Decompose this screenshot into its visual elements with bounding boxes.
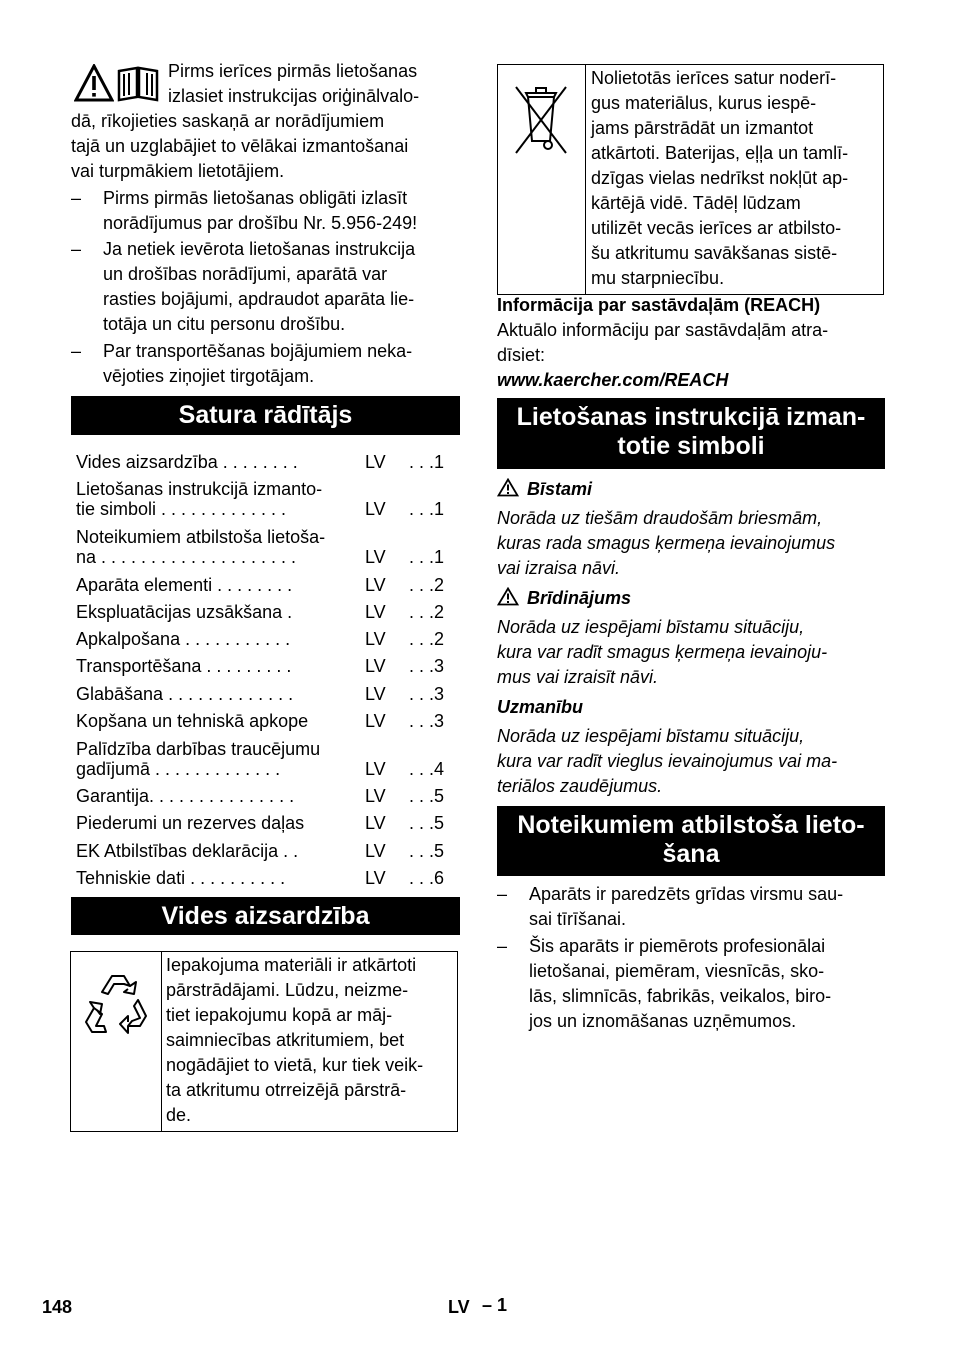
toc-entry-label: Vides aizsardzība . . . . . . . . xyxy=(76,452,298,472)
toc-entry-lang: LV xyxy=(365,868,386,888)
packaging-text-line: nogādājiet to vietā, kur tiek veik- xyxy=(166,1055,424,1075)
intro-text-line: vai turpmākiem lietotājiem. xyxy=(71,161,285,181)
toc-entry-lang: LV xyxy=(365,759,386,779)
page-number: 148 xyxy=(42,1297,73,1317)
warning-title-row xyxy=(497,586,631,611)
intended-use-heading-line: šana xyxy=(662,840,720,868)
packaging-text-line: ta atkritumu otrreizējā pārstrā- xyxy=(166,1080,407,1100)
toc-entry-page: . . .1 xyxy=(409,452,445,472)
crossed-out-wheelie-bin-icon xyxy=(512,83,570,157)
toc-entry-lang: LV xyxy=(365,711,386,731)
list-item-line: Pirms pirmās lietošanas obligāti izlasīt xyxy=(103,188,408,208)
list-dash: – xyxy=(497,936,508,956)
disposal-text-line: kārtējā vidē. Tādēļ lūdzam xyxy=(591,193,801,213)
disposal-text-line: Nolietotās ierīces satur noderī- xyxy=(591,68,837,88)
intended-use-heading xyxy=(497,806,885,876)
toc-entry-label: Garantija. . . . . . . . . . . . . . . xyxy=(76,786,295,806)
list-item-line: norādījumus par drošību Nr. 5.956-249! xyxy=(103,213,418,233)
danger-title: Bīstami xyxy=(527,479,593,499)
list-item-line: Ja netiek ievērota lietošanas instrukcija xyxy=(103,239,416,259)
read-manual-book-icon xyxy=(116,66,160,102)
intro-text-line: izlasiet instrukcijas oriģinālvalo- xyxy=(168,86,420,106)
toc-entry-lang: LV xyxy=(365,602,386,622)
disposal-text-line: dzīgas vielas nedrīkst nokļūt ap- xyxy=(591,168,849,188)
toc-entry-lang: LV xyxy=(365,575,386,595)
warning-triangle-icon xyxy=(74,64,114,102)
toc-entry-label: Noteikumiem atbilstoša lietoša- xyxy=(76,527,326,547)
toc-entry-lang: LV xyxy=(365,786,386,806)
toc-entry-label: Lietošanas instrukcijā izmanto- xyxy=(76,479,323,499)
list-dash: – xyxy=(497,884,508,904)
symbols-heading-line: Lietošanas instrukcijā izman- xyxy=(516,403,866,431)
danger-warning-icon xyxy=(497,478,519,497)
toc-entry-label: na . . . . . . . . . . . . . . . . . . . . xyxy=(76,547,297,567)
list-item-line: vējoties ziņojiet tirgotājam. xyxy=(103,366,315,386)
toc-entry-page: . . .3 xyxy=(409,656,445,676)
toc-entry-page: . . .3 xyxy=(409,684,445,704)
toc-entry-lang: LV xyxy=(365,629,386,649)
list-dash: – xyxy=(71,188,82,208)
intro-text-line: Pirms ierīces pirmās lietošanas xyxy=(168,61,418,81)
list-item-line: rasties bojājumi, apdraudot aparāta lie- xyxy=(103,289,415,309)
list-item-line: lietošanai, piemēram, viesnīcās, sko- xyxy=(529,961,825,981)
reach-text-line: Aktuālo informāciju par sastāvdaļām atra- xyxy=(497,320,829,340)
packaging-text-line: saimniecības atkritumiem, bet xyxy=(166,1030,405,1050)
list-item-line: Par transportēšanas bojājumiem neka- xyxy=(103,341,413,361)
packaging-text-line: Iepakojuma materiāli ir atkārtoti xyxy=(166,955,417,975)
toc-entry-label: Glabāšana . . . . . . . . . . . . . xyxy=(76,684,294,704)
toc-entry-label: Apkalpošana . . . . . . . . . . . xyxy=(76,629,291,649)
toc-entry-label: Tehniskie dati . . . . . . . . . . xyxy=(76,868,286,888)
list-dash: – xyxy=(71,341,82,361)
danger-text-line: Norāda uz tiešām draudošām briesmām, xyxy=(497,508,823,528)
list-item-line: jos un iznomāšanas uzņēmumos. xyxy=(529,1011,797,1031)
list-item-line: totāja un citu personu drošību. xyxy=(103,314,346,334)
toc-entry-page: . . .2 xyxy=(409,629,445,649)
intro-text-line: tajā un uzglabājiet to vēlākai izmantošanai xyxy=(71,136,409,156)
toc-entry-lang: LV xyxy=(365,452,386,472)
danger-title-row xyxy=(497,477,592,502)
disposal-text-line: mu starpniecību. xyxy=(591,268,725,288)
list-item-line: lās, slimnīcās, fabrikās, veikalos, biro- xyxy=(529,986,832,1006)
toc-entry-lang: LV xyxy=(365,813,386,833)
reach-url-link[interactable]: www.kaercher.com/REACH xyxy=(497,370,729,390)
disposal-text-line: šu atkritumu savākšanas sistē- xyxy=(591,243,838,263)
list-dash: – xyxy=(71,239,82,259)
toc-entry-page: . . .3 xyxy=(409,711,445,731)
recycling-icon xyxy=(80,970,152,1046)
footer-section: LV xyxy=(448,1297,470,1317)
toc-entry-lang: LV xyxy=(365,684,386,704)
disposal-text-line: jams pārstrādāt un izmantot xyxy=(591,118,814,138)
footer-section-page: – 1 xyxy=(482,1295,508,1315)
toc-entry-lang: LV xyxy=(365,499,386,519)
caution-warning-icon xyxy=(497,587,519,606)
reach-text-line: dīsiet: xyxy=(497,345,546,365)
intended-use-heading-line: Noteikumiem atbilstoša lieto- xyxy=(517,811,865,839)
reach-title: Informācija par sastāvdaļām (REACH) xyxy=(497,295,821,315)
toc-entry-page: . . .2 xyxy=(409,602,445,622)
toc-entry-page: . . .1 xyxy=(409,547,445,567)
packaging-recycling-box xyxy=(70,951,458,1132)
symbols-heading-line: totie simboli xyxy=(617,432,765,460)
warning-text-line: kura var radīt smagus ķermeņa ievainoju- xyxy=(497,642,828,662)
disposal-box xyxy=(497,64,884,295)
list-item-line: un drošības norādījumi, aparātā var xyxy=(103,264,388,284)
warning-title: Brīdinājums xyxy=(527,588,632,608)
toc-entry-lang: LV xyxy=(365,547,386,567)
packaging-text-line: tiet iepakojumu kopā ar māj- xyxy=(166,1005,393,1025)
packaging-text-line: pārstrādājami. Lūdzu, neizme- xyxy=(166,980,409,1000)
toc-entry-label: tie simboli . . . . . . . . . . . . . xyxy=(76,499,287,519)
warning-text-line: mus vai izraisīt nāvi. xyxy=(497,667,659,687)
toc-entry-page: . . .5 xyxy=(409,786,445,806)
warning-text-line: Norāda uz iespējami bīstamu situāciju, xyxy=(497,617,805,637)
toc-entry-page: . . .5 xyxy=(409,813,445,833)
symbols-heading xyxy=(497,398,885,469)
toc-entry-page: . . .6 xyxy=(409,868,445,888)
packaging-text-line: de. xyxy=(166,1105,192,1125)
list-item-line: Aparāts ir paredzēts grīdas virsmu sau- xyxy=(529,884,844,904)
toc-entry-page: . . .2 xyxy=(409,575,445,595)
toc-entry-lang: LV xyxy=(365,656,386,676)
environment-heading: Vides aizsardzība xyxy=(71,897,460,935)
list-item-line: Šis aparāts ir piemērots profesionālai xyxy=(529,936,826,956)
toc-entry-label: Palīdzība darbības traucējumu xyxy=(76,739,321,759)
disposal-text-line: atkārtoti. Baterijas, eļļa un tamlī- xyxy=(591,143,849,163)
toc-heading: Satura rādītājs xyxy=(71,396,460,435)
toc-entry-label: Ekspluatācijas uzsākšana . xyxy=(76,602,293,622)
disposal-text-line: gus materiālus, kurus iespē- xyxy=(591,93,817,113)
list-item-line: sai tīrīšanai. xyxy=(529,909,627,929)
caution-text-line: Norāda uz iespējami bīstamu situāciju, xyxy=(497,726,805,746)
caution-title: Uzmanību xyxy=(497,697,584,717)
toc-entry-label: EK Atbilstības deklarācija . . xyxy=(76,841,299,861)
toc-entry-label: gadījumā . . . . . . . . . . . . . xyxy=(76,759,281,779)
intro-text-line: dā, rīkojieties saskaņā ar norādījumiem xyxy=(71,111,385,131)
disposal-text-line: utilizēt vecās ierīces ar atbilsto- xyxy=(591,218,842,238)
toc-entry-label: Kopšana un tehniskā apkope xyxy=(76,711,309,731)
toc-entry-page: . . .4 xyxy=(409,759,445,779)
danger-text-line: vai izraisa nāvi. xyxy=(497,558,621,578)
toc-entry-lang: LV xyxy=(365,841,386,861)
toc-entry-page: . . .5 xyxy=(409,841,445,861)
caution-text-line: teriālos zaudējumus. xyxy=(497,776,663,796)
danger-text-line: kuras rada smagus ķermeņa ievainojumus xyxy=(497,533,836,553)
caution-text-line: kura var radīt vieglus ievainojumus vai ma- xyxy=(497,751,838,771)
toc-entry-label: Aparāta elementi . . . . . . . . xyxy=(76,575,293,595)
toc-entry-page: . . .1 xyxy=(409,499,445,519)
toc-entry-label: Transportēšana . . . . . . . . . xyxy=(76,656,292,676)
toc-entry-label: Piederumi un rezerves daļas xyxy=(76,813,305,833)
